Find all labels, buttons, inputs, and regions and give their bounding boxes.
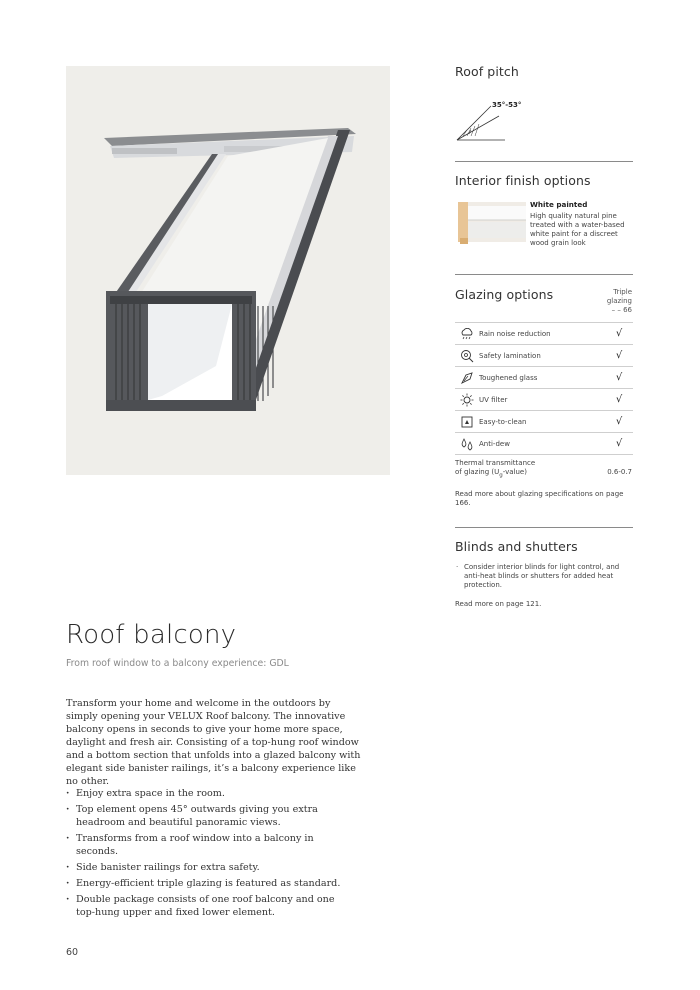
list-item: · Energy-efficient triple glazing is featured as standard. bbox=[66, 877, 356, 890]
finish-option-desc: High quality natural pine treated with a water-based white paint for a discreet wood grain look bbox=[530, 212, 625, 247]
list-item: · Side banister railings for extra safety. bbox=[66, 861, 356, 874]
list-item: · Top element opens 45° outwards giving you extra headroom and beautiful panoramic views. bbox=[66, 803, 356, 829]
glazing-row bbox=[455, 433, 633, 454]
thermal-label-line2 bbox=[455, 468, 585, 480]
feature-list bbox=[66, 787, 356, 922]
white-painted-swatch bbox=[458, 198, 526, 248]
check-mark: √ bbox=[615, 394, 623, 405]
page-subtitle: From roof window to a balcony experience: GDL bbox=[66, 658, 289, 669]
glazing-row bbox=[455, 323, 633, 344]
glazing-row bbox=[455, 411, 633, 432]
thermal-subscript: g bbox=[499, 472, 503, 479]
intro-paragraph: Transform your home and welcome in the outdoors by simply opening your VELUX Roof balcony. The innovative balcony opens in seconds to give your home more space, daylight and fresh air. Consisting of a top-hung roof window and a bottom section that unfolds into a glazed balcony with elegant side banister railings, it’s a balcony experience like no other. bbox=[66, 698, 361, 787]
glazing-row bbox=[455, 367, 633, 388]
thermal-value: 0.6-0.7 bbox=[607, 468, 632, 476]
glazing-column-header bbox=[596, 288, 632, 315]
interior-finish-title: Interior finish options bbox=[455, 173, 591, 188]
glazing-row-label: Safety lamination bbox=[479, 351, 541, 360]
roof-balcony-illustration bbox=[66, 66, 390, 475]
glazing-row-label: Toughened glass bbox=[479, 373, 538, 382]
thermal-suffix: -value) bbox=[502, 468, 527, 476]
glazing-title: Glazing options bbox=[455, 287, 554, 302]
glazing-row-label: Easy-to-clean bbox=[479, 417, 527, 426]
column-code: – – 66 bbox=[611, 306, 632, 314]
blinds-bullet bbox=[455, 563, 625, 590]
glazing-row bbox=[455, 345, 633, 366]
finish-option-name: White painted bbox=[530, 200, 588, 209]
list-item: · Double package consists of one roof balcony and one top-hung upper and fixed lower element. bbox=[66, 893, 356, 919]
divider bbox=[455, 527, 633, 528]
glazing-row bbox=[455, 389, 633, 410]
divider bbox=[455, 454, 633, 455]
anti-dew-icon bbox=[458, 437, 476, 451]
glazing-row-label: UV filter bbox=[479, 395, 508, 404]
roof-pitch-range: 35°-53° bbox=[492, 101, 522, 109]
divider bbox=[455, 274, 633, 275]
rain-noise-icon bbox=[458, 327, 476, 341]
column-header-line2: glazing bbox=[606, 297, 632, 305]
check-mark: √ bbox=[615, 372, 623, 383]
toughened-glass-icon bbox=[458, 371, 476, 385]
glazing-row-label: Anti-dew bbox=[479, 439, 510, 448]
roof-pitch-title: Roof pitch bbox=[455, 64, 519, 79]
check-mark: √ bbox=[615, 438, 623, 449]
list-item: · Transforms from a roof window into a balcony in seconds. bbox=[66, 832, 356, 858]
thermal-label-line1: Thermal transmittance bbox=[455, 459, 536, 467]
page-title: Roof balcony bbox=[66, 620, 237, 650]
glazing-row-label: Rain noise reduction bbox=[479, 329, 551, 338]
divider bbox=[455, 161, 633, 162]
bullet-dot: · bbox=[456, 563, 459, 571]
glazing-read-more: Read more about glazing specifications on page 166. bbox=[455, 490, 624, 507]
blinds-bullet-text: Consider interior blinds for light control, and anti-heat blinds or shutters for added heat protection. bbox=[464, 563, 620, 589]
thermal-prefix: of glazing (U bbox=[455, 468, 500, 476]
page-number: 60 bbox=[66, 947, 79, 958]
product-photo bbox=[66, 66, 390, 475]
check-mark: √ bbox=[615, 416, 623, 427]
uv-filter-icon bbox=[458, 393, 476, 407]
safety-lamination-icon bbox=[458, 349, 476, 363]
column-header-line1: Triple bbox=[613, 288, 632, 296]
check-mark: √ bbox=[615, 328, 623, 339]
check-mark: √ bbox=[615, 350, 623, 361]
thermal-label bbox=[455, 459, 585, 480]
blinds-read-more: Read more on page 121. bbox=[455, 600, 542, 608]
list-item: · Enjoy extra space in the room. bbox=[66, 787, 356, 800]
blinds-title: Blinds and shutters bbox=[455, 539, 578, 554]
easy-to-clean-icon bbox=[458, 415, 476, 429]
